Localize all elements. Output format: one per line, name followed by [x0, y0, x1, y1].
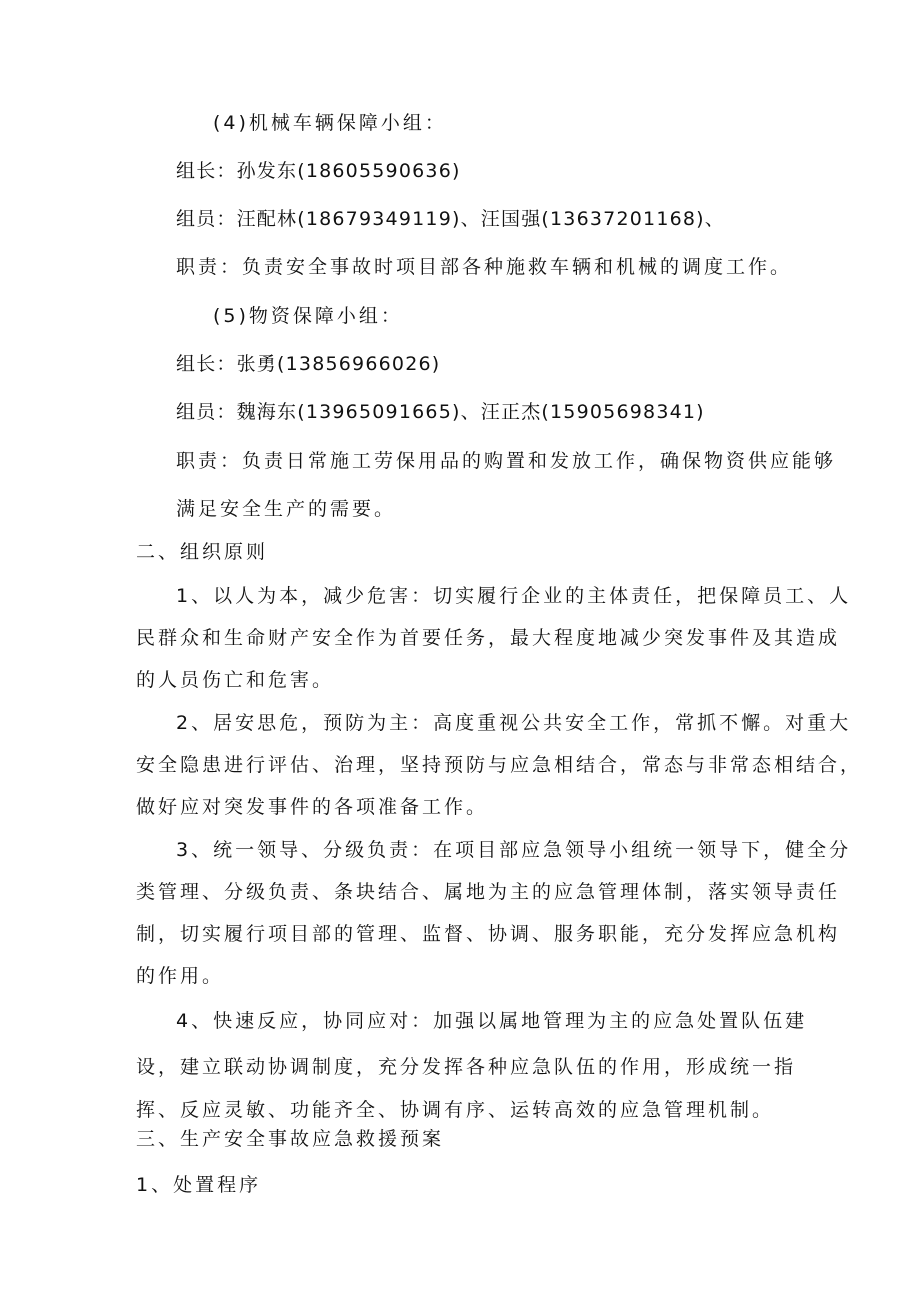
group-5-duty-line-1: 职责：负责日常施工劳保用品的购置和发放工作，确保物资供应能够 — [176, 450, 837, 472]
principle-1-line-1: 1、以人为本，减少危害：切实履行企业的主体责任，把保障员工、人 — [176, 585, 852, 607]
principle-2-line-2: 安全隐患进行评估、治理，坚持预防与应急相结合，常态与非常态相结合， — [136, 754, 863, 776]
principle-1-line-3: 的人员伤亡和危害。 — [136, 669, 335, 691]
group-5-leader: 组长：张勇(13856966026) — [176, 353, 441, 375]
subsection-1-heading: 1、处置程序 — [136, 1174, 262, 1196]
group-5-title: (5)物资保障小组： — [213, 305, 403, 327]
group-5-duty-line-2: 满足安全生产的需要。 — [176, 498, 397, 520]
principle-4-line-3: 挥、反应灵敏、功能齐全、协调有序、运转高效的应急管理机制。 — [136, 1099, 775, 1121]
principle-3-line-3: 制，切实履行项目部的管理、监督、协调、服务职能，充分发挥应急机构 — [136, 923, 841, 945]
group-4-leader: 组长：孙发东(18605590636) — [176, 160, 461, 182]
group-5-members: 组员：魏海东(13965091665)、汪正杰(15905698341) — [176, 401, 705, 423]
principle-4-line-1: 4、快速反应，协同应对：加强以属地管理为主的应急处置队伍建 — [176, 1010, 808, 1032]
principle-3-line-1: 3、统一领导、分级负责：在项目部应急领导小组统一领导下，健全分 — [176, 839, 852, 861]
principle-3-line-4: 的作用。 — [136, 965, 225, 987]
principle-1-line-2: 民群众和生命财产安全作为首要任务，最大程度地减少突发事件及其造成 — [136, 627, 841, 649]
group-4-duty: 职责：负责安全事故时项目部各种施救车辆和机械的调度工作。 — [176, 256, 793, 278]
group-4-title: (4)机械车辆保障小组： — [213, 112, 447, 134]
principle-4-line-2: 设，建立联动协调制度，充分发挥各种应急队伍的作用，形成统一指 — [136, 1056, 797, 1078]
principle-3-line-2: 类管理、分级负责、条块结合、属地为主的应急管理体制，落实领导责任 — [136, 881, 841, 903]
group-4-members: 组员：汪配林(18679349119)、汪国强(13637201168)、 — [176, 208, 725, 230]
principle-2-line-1: 2、居安思危，预防为主：高度重视公共安全工作，常抓不懈。对重大 — [176, 712, 852, 734]
section-2-heading: 二、组织原则 — [136, 541, 269, 563]
section-3-heading: 三、生产安全事故应急救援预案 — [136, 1128, 445, 1150]
principle-2-line-3: 做好应对突发事件的各项准备工作。 — [136, 796, 489, 818]
